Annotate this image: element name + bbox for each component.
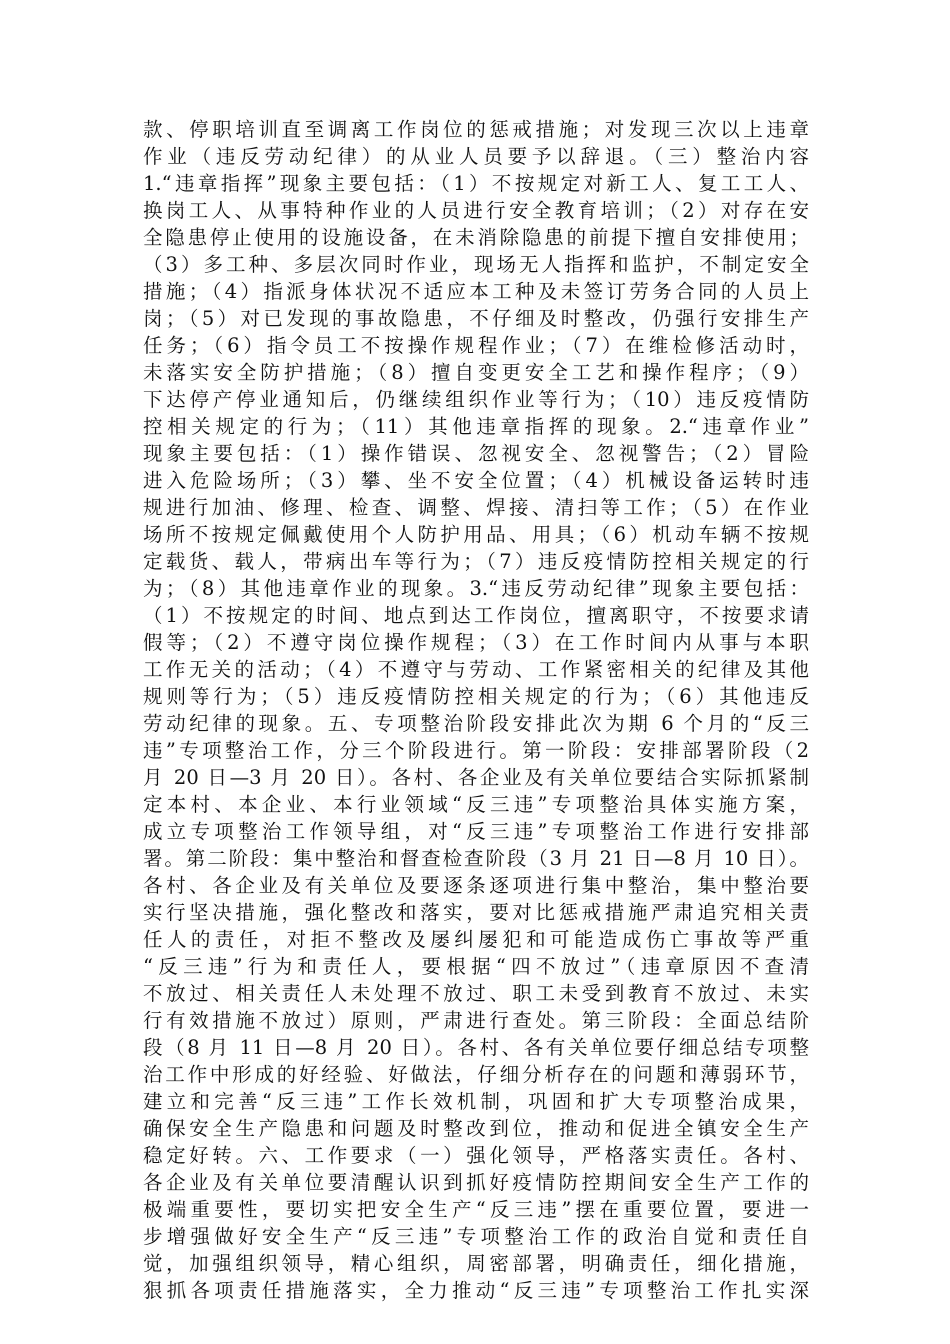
text-line: 步增强做好安全生产“反三违”专项整治工作的政治自觉和责任自 [143, 1225, 809, 1248]
text-line: 任务；（6）指令员工不按操作规程作业；（7）在维检修活动时， [143, 334, 809, 357]
text-line: （1）不按规定的时间、地点到达工作岗位，擅离职守，不按要求请 [143, 604, 809, 627]
text-line: 月 20 日—3 月 20 日）。各村、各企业及有关单位要结合实际抓紧制 [143, 766, 809, 789]
text-line: 假等；（2）不遵守岗位操作规程；（3）在工作时间内从事与本职 [143, 631, 809, 654]
text-line: 不放过、相关责任人未处理不放过、职工未受到教育不放过、未实 [143, 982, 809, 1005]
text-line: 各村、各企业及有关单位及要逐条逐项进行集中整治，集中整治要 [143, 874, 809, 897]
text-line: 为；（8）其他违章作业的现象。3.“违反劳动纪律”现象主要包括： [143, 577, 809, 600]
text-line: 定本村、本企业、本行业领域“反三违”专项整治具体实施方案， [143, 793, 809, 816]
text-line: （3）多工种、多层次同时作业，现场无人指挥和监护，不制定安全 [143, 253, 809, 276]
text-line: 段（8 月 11 日—8 月 20 日）。各村、各有关单位要仔细总结专项整 [143, 1036, 809, 1059]
text-line: 控相关规定的行为；（11）其他违章指挥的现象。2.“违章作业” [143, 415, 809, 438]
text-line: 未落实安全防护措施；（8）擅自变更安全工艺和操作程序；（9） [143, 361, 809, 384]
text-line: 现象主要包括：（1）操作错误、忽视安全、忽视警告；（2）冒险 [143, 442, 809, 465]
text-line: 规进行加油、修理、检查、调整、焊接、清扫等工作；（5）在作业 [143, 496, 809, 519]
text-line: 款、停职培训直至调离工作岗位的惩戒措施；对发现三次以上违章 [143, 118, 809, 141]
text-line: 岗；（5）对已发现的事故隐患，不仔细及时整改，仍强行安排生产 [143, 307, 809, 330]
text-line: 成立专项整治工作领导组，对“反三违”专项整治工作进行安排部 [143, 820, 809, 843]
text-line: 定载货、载人，带病出车等行为；（7）违反疫情防控相关规定的行 [143, 550, 809, 573]
text-line: 进入危险场所；（3）攀、坐不安全位置；（4）机械设备运转时违 [143, 469, 809, 492]
text-line: 场所不按规定佩戴使用个人防护用品、用具；（6）机动车辆不按规 [143, 523, 809, 546]
text-line: 作业（违反劳动纪律）的从业人员要予以辞退。（三）整治内容 [143, 145, 809, 168]
text-line: 工作无关的活动；（4）不遵守与劳动、工作紧密相关的纪律及其他 [143, 658, 809, 681]
text-line: 实行坚决措施，强化整改和落实，要对比惩戒措施严肃追究相关责 [143, 901, 809, 924]
text-line: 换岗工人、从事特种作业的人员进行安全教育培训；（2）对存在安 [143, 199, 809, 222]
text-line: 行有效措施不放过）原则，严肃进行查处。第三阶段：全面总结阶 [143, 1009, 809, 1032]
text-line: 极端重要性，要切实把安全生产“反三违”摆在重要位置，要进一 [143, 1198, 809, 1221]
text-line: 署。第二阶段：集中整治和督查检查阶段（3 月 21 日—8 月 10 日）。 [143, 847, 809, 870]
text-line: 下达停产停业通知后，仍继续组织作业等行为；（10）违反疫情防 [143, 388, 809, 411]
document-page [143, 116, 809, 1304]
text-line: 劳动纪律的现象。五、专项整治阶段安排此次为期 6 个月的“反三 [143, 712, 809, 735]
text-line: 狠抓各项责任措施落实，全力推动“反三违”专项整治工作扎实深 [143, 1279, 809, 1302]
text-line: 建立和完善“反三违”工作长效机制，巩固和扩大专项整治成果， [143, 1090, 809, 1113]
text-line: 1.“违章指挥”现象主要包括：（1）不按规定对新工人、复工工人、 [143, 172, 809, 195]
text-line: 全隐患停止使用的设施设备，在未消除隐患的前提下擅自安排使用； [143, 226, 809, 249]
text-line: 治工作中形成的好经验、好做法，仔细分析存在的问题和薄弱环节， [143, 1063, 809, 1086]
text-line: 违”专项整治工作，分三个阶段进行。第一阶段：安排部署阶段（2 [143, 739, 809, 762]
text-line: 措施；（4）指派身体状况不适应本工种及未签订劳务合同的人员上 [143, 280, 809, 303]
text-line: “反三违”行为和责任人，要根据“四不放过”（违章原因不查清 [143, 955, 809, 978]
text-line: 觉，加强组织领导，精心组织，周密部署，明确责任，细化措施， [143, 1252, 809, 1275]
text-line: 任人的责任，对拒不整改及屡纠屡犯和可能造成伤亡事故等严重 [143, 928, 809, 951]
text-line: 确保安全生产隐患和问题及时整改到位，推动和促进全镇安全生产 [143, 1117, 809, 1140]
text-line: 各企业及有关单位要清醒认识到抓好疫情防控期间安全生产工作的 [143, 1171, 809, 1194]
text-line: 稳定好转。六、工作要求（一）强化领导，严格落实责任。各村、 [143, 1144, 809, 1167]
text-line: 规则等行为；（5）违反疫情防控相关规定的行为；（6）其他违反 [143, 685, 809, 708]
